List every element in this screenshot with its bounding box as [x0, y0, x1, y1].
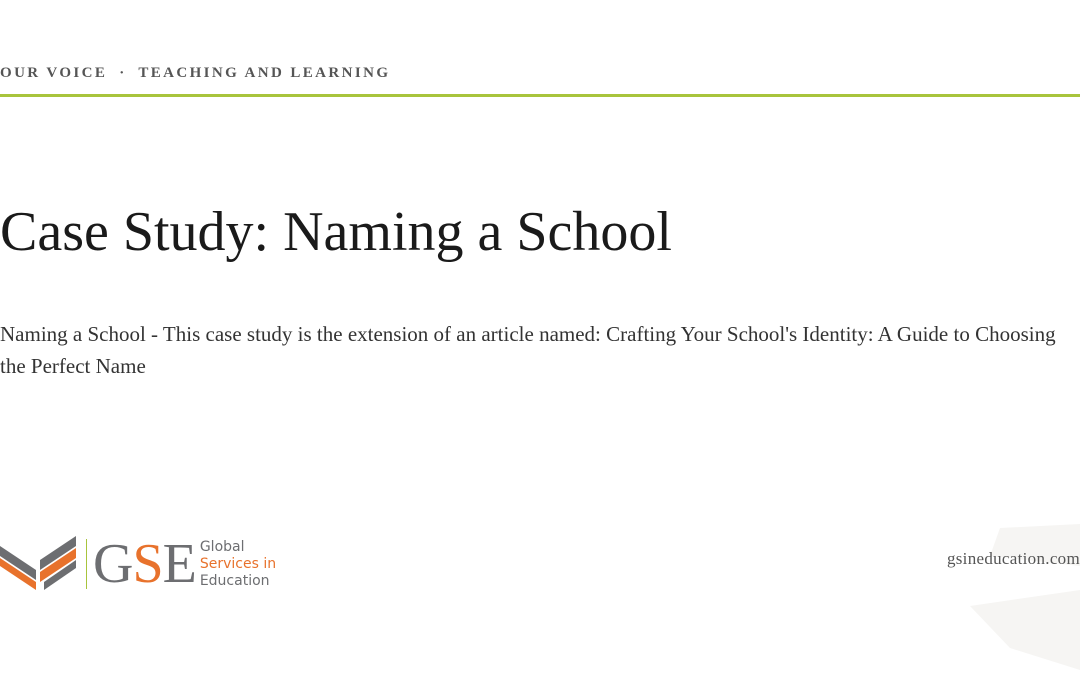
logo-letter-g: G [93, 533, 133, 595]
logo-word-education: Education [199, 572, 270, 589]
logo-divider [86, 539, 87, 589]
article-summary: Naming a School - This case study is the extension of an article named: Crafting Your School's Identity: A Guide to Choosing the Perfect Name [0, 322, 1056, 378]
logo-tagline [200, 539, 276, 590]
logo-letter-s: S [132, 533, 163, 595]
logo-word-services: Services in [199, 555, 277, 572]
breadcrumb-separator: · [119, 65, 125, 81]
decorative-stripes [970, 520, 1080, 675]
logo-word-global: Global [199, 538, 245, 555]
site-url-link[interactable]: gsineducation.com [946, 549, 1080, 568]
breadcrumb [0, 65, 390, 82]
page-title: Case Study: Naming a School [0, 201, 672, 263]
logo-letter-e: E [162, 533, 196, 595]
gse-logo[interactable] [0, 534, 276, 594]
breadcrumb-category-link[interactable]: TEACHING AND LEARNING [138, 65, 391, 81]
breadcrumb-section-link[interactable]: OUR VOICE [0, 65, 108, 81]
logo-wordmark [93, 533, 196, 595]
open-book-logo-icon [0, 534, 80, 594]
accent-divider [0, 94, 1080, 97]
